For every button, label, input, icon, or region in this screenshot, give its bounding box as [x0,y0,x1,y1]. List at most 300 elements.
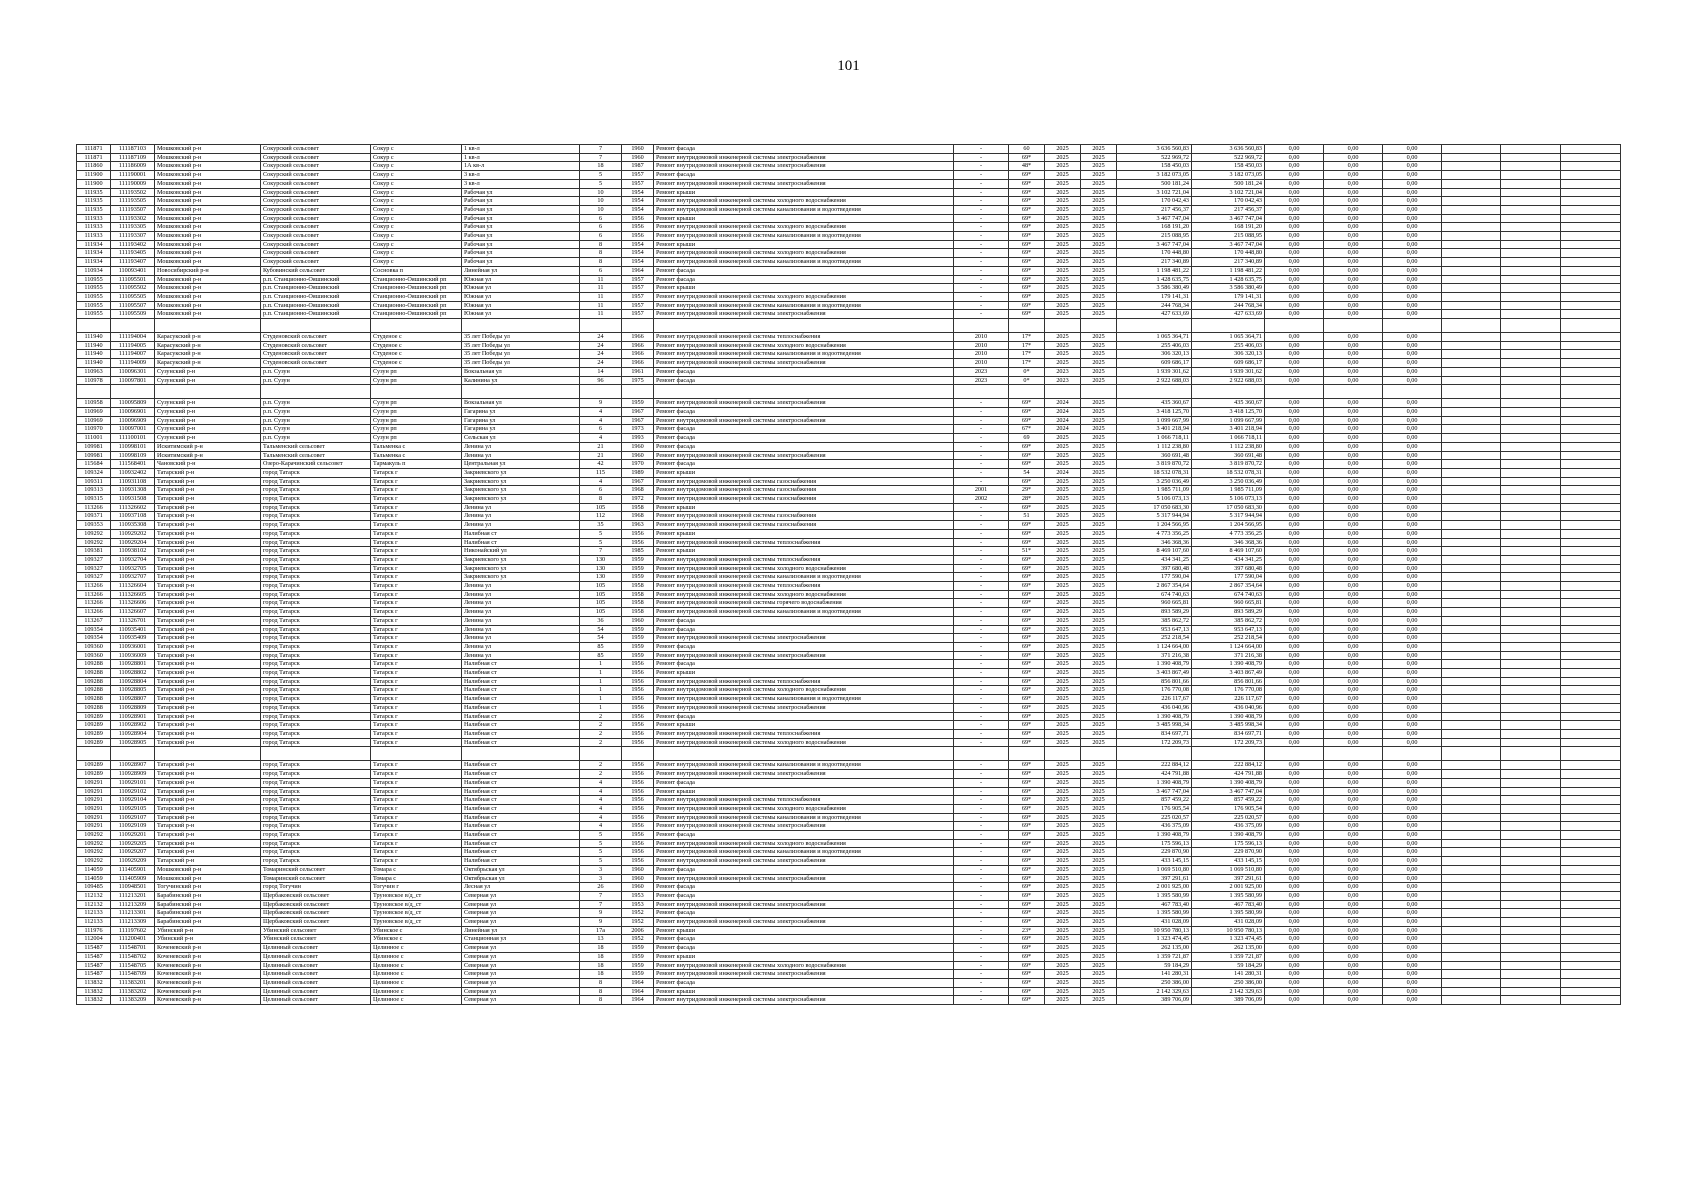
cell-district: Мошковский р-н [155,223,261,232]
cell-fund-cost: 255 406,03 [1192,341,1265,350]
cell-work-id: 111326606 [111,599,155,608]
cell-work-type: Ремонт внутридомовой инженерной системы электроснабжения [654,153,954,162]
cell-extra-2 [1501,188,1561,197]
cell-street: 1 кв-л [462,145,580,154]
cell-last-repair-year: - [954,301,1009,310]
cell-work-id: 111194007 [111,350,155,359]
cell-budget-regional: 0,00 [1324,359,1383,368]
cell-budget-local: 0,00 [1383,538,1442,547]
cell-budget-local: 0,00 [1383,787,1442,796]
cell-budget-regional: 0,00 [1324,512,1383,521]
cell-house-id: 111940 [77,359,111,368]
cell-budget-local: 0,00 [1383,599,1442,608]
cell-budget-regional: 0,00 [1324,761,1383,770]
cell-budget-local: 0,00 [1383,249,1442,258]
cell-build-year: 1956 [622,223,654,232]
cell-wear-percent: 17* [1009,350,1045,359]
cell-wear-percent: 69* [1009,883,1045,892]
cell-street: Ленина ул [462,451,580,460]
cell-plan-start-year: 2025 [1045,831,1081,840]
spacer-row [77,747,1621,761]
cell-last-repair-year: - [954,582,1009,591]
cell-settlement: Татарск г [371,495,462,504]
cell-work-type: Ремонт фасада [654,935,954,944]
cell-budget-local: 0,00 [1383,179,1442,188]
cell-district: Карасукский р-н [155,333,261,342]
cell-street: Налибная ст [462,813,580,822]
cell-house-number: 5 [580,857,622,866]
cell-last-repair-year: - [954,573,1009,582]
cell-extra-3 [1561,738,1621,747]
cell-wear-percent: 69* [1009,538,1045,547]
cell-budget-federal: 0,00 [1265,582,1324,591]
cell-extra-2 [1501,738,1561,747]
cell-total-cost: 609 686,17 [1117,359,1192,368]
cell-budget-federal: 0,00 [1265,416,1324,425]
cell-extra-1 [1442,874,1501,883]
cell-work-id: 111193502 [111,188,155,197]
cell-work-type: Ремонт крыши [654,787,954,796]
cell-street: Вокзальная ул [462,399,580,408]
cell-total-cost: 5 317 944,94 [1117,512,1192,521]
cell-district: Сузунский р-н [155,399,261,408]
cell-build-year: 1959 [622,970,654,979]
cell-street: Рабочая ул [462,258,580,267]
cell-budget-federal: 0,00 [1265,171,1324,180]
cell-municipality: Сокурский сельсовет [261,153,371,162]
cell-total-cost: 215 088,95 [1117,232,1192,241]
cell-extra-1 [1442,573,1501,582]
cell-work-id: 110929204 [111,538,155,547]
cell-budget-regional: 0,00 [1324,258,1383,267]
cell-street: Северная ул [462,952,580,961]
cell-house-number: 5 [580,848,622,857]
cell-plan-end-year: 2025 [1081,258,1117,267]
table-row [77,770,1621,779]
cell-extra-2 [1501,205,1561,214]
cell-extra-3 [1561,582,1621,591]
cell-budget-local: 0,00 [1383,359,1442,368]
cell-district: Сузунский р-н [155,367,261,376]
cell-extra-3 [1561,778,1621,787]
cell-settlement: Томара с [371,865,462,874]
cell-house-number: 105 [580,590,622,599]
cell-street: Налибная ст [462,703,580,712]
cell-plan-start-year: 2024 [1045,399,1081,408]
cell-street: Закриевского ул [462,468,580,477]
cell-extra-1 [1442,616,1501,625]
cell-municipality: р.п. Сузун [261,425,371,434]
cell-work-id: 111213209 [111,900,155,909]
cell-district: Искитимский р-н [155,451,261,460]
cell-last-repair-year: - [954,703,1009,712]
cell-settlement: Татарск г [371,738,462,747]
cell-street: 3 кв-л [462,179,580,188]
cell-budget-local: 0,00 [1383,822,1442,831]
cell-settlement: Сосновка п [371,266,462,275]
cell-budget-regional: 0,00 [1324,367,1383,376]
cell-extra-2 [1501,214,1561,223]
cell-last-repair-year: - [954,660,1009,669]
cell-settlement: Труновское в/д_ст [371,909,462,918]
cell-extra-2 [1501,582,1561,591]
cell-last-repair-year: - [954,978,1009,987]
cell-extra-1 [1442,425,1501,434]
cell-plan-start-year: 2025 [1045,796,1081,805]
cell-plan-end-year: 2025 [1081,477,1117,486]
cell-plan-start-year: 2025 [1045,616,1081,625]
cell-house-id: 110955 [77,292,111,301]
cell-extra-2 [1501,451,1561,460]
cell-total-cost: 158 450,03 [1117,162,1192,171]
cell-plan-start-year: 2025 [1045,153,1081,162]
cell-work-id: 110093401 [111,266,155,275]
cell-budget-federal: 0,00 [1265,625,1324,634]
cell-wear-percent: 17* [1009,341,1045,350]
cell-house-id: 109313 [77,486,111,495]
cell-house-number: 36 [580,616,622,625]
cell-budget-regional: 0,00 [1324,891,1383,900]
cell-work-type: Ремонт внутридомовой инженерной системы канализования и водоотведения [654,258,954,267]
cell-work-id: 111193505 [111,197,155,206]
cell-fund-cost: 179 141,31 [1192,292,1265,301]
cell-house-number: 8 [580,495,622,504]
cell-plan-end-year: 2025 [1081,883,1117,892]
cell-fund-cost: 1 069 510,80 [1192,865,1265,874]
cell-extra-2 [1501,660,1561,669]
cell-extra-2 [1501,564,1561,573]
cell-budget-local: 0,00 [1383,909,1442,918]
cell-last-repair-year: - [954,712,1009,721]
cell-municipality: город Татарск [261,625,371,634]
cell-budget-regional: 0,00 [1324,275,1383,284]
cell-wear-percent: 69* [1009,284,1045,293]
table-row [77,521,1621,530]
cell-street: Центральная ул [462,460,580,469]
cell-build-year: 1959 [622,625,654,634]
repair-registry-table [76,144,1621,1005]
cell-settlement: Сокур с [371,145,462,154]
cell-work-id: 110938102 [111,547,155,556]
cell-extra-3 [1561,292,1621,301]
cell-work-id [111,319,155,333]
cell-settlement: Татарск г [371,813,462,822]
cell-last-repair-year: - [954,935,1009,944]
cell-work-type: Ремонт внутридомовой инженерной системы канализования и водоотведения [654,350,954,359]
cell-district: Татарский р-н [155,564,261,573]
cell-house-number: 10 [580,188,622,197]
cell-district: Коченевский р-н [155,952,261,961]
cell-wear-percent: 69* [1009,770,1045,779]
cell-build-year: 1956 [622,214,654,223]
cell-budget-local: 0,00 [1383,831,1442,840]
cell-extra-3 [1561,547,1621,556]
cell-work-id: 111190009 [111,179,155,188]
cell-total-cost: 397 291,61 [1117,874,1192,883]
cell-last-repair-year: - [954,874,1009,883]
cell-fund-cost: 371 216,38 [1192,651,1265,660]
cell-fund-cost: 1 124 664,00 [1192,642,1265,651]
cell-fund-cost [1192,319,1265,333]
cell-house-number: 8 [580,240,622,249]
cell-plan-start-year: 2025 [1045,909,1081,918]
cell-municipality: город Татарск [261,730,371,739]
cell-fund-cost: 434 341,25 [1192,555,1265,564]
cell-extra-3 [1561,616,1621,625]
cell-budget-regional: 0,00 [1324,738,1383,747]
cell-extra-2 [1501,669,1561,678]
cell-settlement: Целинное с [371,952,462,961]
cell-municipality: город Татарск [261,813,371,822]
cell-work-type: Ремонт внутридомовой инженерной системы электроснабжения [654,359,954,368]
cell-wear-percent: 69* [1009,590,1045,599]
cell-plan-start-year: 2025 [1045,266,1081,275]
cell-extra-1 [1442,778,1501,787]
cell-work-type: Ремонт фасада [654,275,954,284]
cell-extra-1 [1442,642,1501,651]
cell-plan-start-year: 2025 [1045,952,1081,961]
cell-total-cost: 8 469 107,60 [1117,547,1192,556]
cell-work-type: Ремонт внутридомовой инженерной системы газоснабжения [654,521,954,530]
cell-district: Татарский р-н [155,822,261,831]
cell-municipality: р.п. Сузун [261,434,371,443]
cell-settlement: Сузун рп [371,376,462,385]
cell-plan-start-year: 2025 [1045,787,1081,796]
cell-plan-start-year: 2025 [1045,301,1081,310]
cell-municipality: город Татарск [261,787,371,796]
cell-extra-1 [1442,249,1501,258]
cell-total-cost: 522 969,72 [1117,153,1192,162]
cell-build-year: 1956 [622,669,654,678]
cell-municipality: Целинный сельсовет [261,978,371,987]
cell-house-id: 112133 [77,909,111,918]
cell-municipality: город Татарск [261,529,371,538]
cell-budget-local [1383,385,1442,399]
table-row [77,778,1621,787]
cell-house-id: 110955 [77,301,111,310]
cell-build-year: 1959 [622,642,654,651]
cell-budget-regional: 0,00 [1324,660,1383,669]
cell-budget-federal: 0,00 [1265,547,1324,556]
cell-build-year: 1959 [622,651,654,660]
cell-build-year: 1967 [622,416,654,425]
cell-budget-federal: 0,00 [1265,223,1324,232]
cell-municipality: Сокурский сельсовет [261,249,371,258]
cell-total-cost: 177 590,04 [1117,573,1192,582]
cell-plan-end-year: 2025 [1081,468,1117,477]
cell-last-repair-year: - [954,891,1009,900]
cell-municipality: Тальменский сельсовет [261,442,371,451]
cell-extra-2 [1501,978,1561,987]
cell-work-id: 111194005 [111,341,155,350]
cell-street: Гагарина ул [462,416,580,425]
cell-street: Рабочая ул [462,223,580,232]
cell-extra-3 [1561,721,1621,730]
cell-work-type: Ремонт крыши [654,284,954,293]
cell-municipality: город Татарск [261,608,371,617]
cell-total-cost: 2 142 329,63 [1117,987,1192,996]
cell-fund-cost: 857 459,22 [1192,796,1265,805]
cell-total-cost: 5 106 073,13 [1117,495,1192,504]
cell-settlement: Сокур с [371,153,462,162]
cell-work-type: Ремонт внутридомовой инженерной системы теплоснабжения [654,677,954,686]
cell-total-cost: 3 485 998,34 [1117,721,1192,730]
cell-fund-cost: 1 112 238,80 [1192,442,1265,451]
cell-work-id: 110928801 [111,660,155,669]
cell-budget-local: 0,00 [1383,153,1442,162]
cell-plan-end-year: 2025 [1081,249,1117,258]
cell-settlement: Татарск г [371,831,462,840]
cell-house-number: 2 [580,730,622,739]
cell-budget-local: 0,00 [1383,778,1442,787]
cell-extra-1 [1442,477,1501,486]
cell-extra-2 [1501,634,1561,643]
table-row [77,987,1621,996]
cell-house-number: 4 [580,434,622,443]
cell-work-type: Ремонт внутридомовой инженерной системы электроснабжения [654,857,954,866]
cell-house-number: 105 [580,582,622,591]
table-row [77,970,1621,979]
cell-build-year: 1956 [622,730,654,739]
cell-plan-start-year: 2025 [1045,442,1081,451]
cell-plan-end-year: 2025 [1081,978,1117,987]
cell-district: Коченевский р-н [155,961,261,970]
cell-budget-local: 0,00 [1383,857,1442,866]
table-row [77,555,1621,564]
cell-build-year: 1958 [622,590,654,599]
cell-fund-cost: 3 401 218,94 [1192,425,1265,434]
cell-settlement: Татарск г [371,712,462,721]
cell-extra-2 [1501,848,1561,857]
cell-plan-start-year: 2025 [1045,891,1081,900]
table-row [77,171,1621,180]
cell-budget-local: 0,00 [1383,503,1442,512]
cell-house-number: 112 [580,512,622,521]
cell-extra-2 [1501,857,1561,866]
cell-work-id: 110928904 [111,730,155,739]
cell-plan-start-year: 2023 [1045,376,1081,385]
cell-last-repair-year: - [954,651,1009,660]
cell-municipality: Щербаковский сельсовет [261,918,371,927]
cell-total-cost: 1 939 301,62 [1117,367,1192,376]
cell-budget-regional: 0,00 [1324,153,1383,162]
cell-budget-regional: 0,00 [1324,651,1383,660]
cell-wear-percent: 0* [1009,367,1045,376]
cell-municipality: город Татарск [261,669,371,678]
cell-extra-3 [1561,677,1621,686]
cell-wear-percent: 69* [1009,865,1045,874]
cell-plan-end-year: 2025 [1081,451,1117,460]
cell-work-type: Ремонт внутридомовой инженерной системы канализования и водоотведения [654,573,954,582]
cell-work-type: Ремонт внутридомовой инженерной системы холодного водоснабжения [654,292,954,301]
cell-plan-start-year: 2025 [1045,249,1081,258]
cell-municipality: Целинный сельсовет [261,970,371,979]
cell-budget-regional: 0,00 [1324,284,1383,293]
cell-extra-2 [1501,416,1561,425]
cell-fund-cost: 467 783,40 [1192,900,1265,909]
cell-fund-cost: 436 040,96 [1192,703,1265,712]
cell-street [462,385,580,399]
cell-total-cost: 3 403 867,49 [1117,669,1192,678]
cell-wear-percent: 69* [1009,214,1045,223]
cell-work-type: Ремонт внутридомовой инженерной системы канализования и водоотведения [654,695,954,704]
cell-plan-end-year: 2025 [1081,738,1117,747]
cell-plan-start-year: 2025 [1045,197,1081,206]
cell-house-number: 6 [580,486,622,495]
cell-plan-start-year: 2025 [1045,359,1081,368]
cell-work-id: 110929205 [111,839,155,848]
cell-extra-3 [1561,865,1621,874]
cell-budget-federal: 0,00 [1265,970,1324,979]
cell-extra-3 [1561,145,1621,154]
cell-build-year: 1954 [622,249,654,258]
cell-house-id: 109289 [77,712,111,721]
cell-extra-2 [1501,721,1561,730]
cell-wear-percent: 69* [1009,996,1045,1005]
cell-municipality: город Татарск [261,703,371,712]
cell-municipality: город Татарск [261,660,371,669]
cell-house-id: 110978 [77,376,111,385]
cell-plan-end-year: 2025 [1081,712,1117,721]
cell-budget-local: 0,00 [1383,730,1442,739]
cell-total-cost: 1 428 635,75 [1117,275,1192,284]
cell-settlement: Студеное с [371,359,462,368]
table-row [77,341,1621,350]
cell-fund-cost: 893 589,29 [1192,608,1265,617]
cell-house-number: 1 [580,660,622,669]
cell-extra-1 [1442,416,1501,425]
cell-plan-end-year: 2025 [1081,232,1117,241]
cell-wear-percent: 69* [1009,857,1045,866]
cell-plan-end-year: 2025 [1081,310,1117,319]
cell-plan-end-year: 2025 [1081,301,1117,310]
cell-extra-1 [1442,310,1501,319]
cell-district: Татарский р-н [155,669,261,678]
cell-district: Искитимский р-н [155,442,261,451]
table-row [77,677,1621,686]
table-row [77,573,1621,582]
cell-budget-local: 0,00 [1383,376,1442,385]
cell-last-repair-year: - [954,987,1009,996]
cell-street: Налибная ст [462,677,580,686]
cell-total-cost: 10 950 780,13 [1117,926,1192,935]
cell-wear-percent: 69* [1009,249,1045,258]
cell-house-id: 111860 [77,162,111,171]
cell-settlement: Татарск г [371,582,462,591]
cell-total-cost: 360 691,48 [1117,451,1192,460]
cell-municipality: город Татарск [261,804,371,813]
cell-extra-3 [1561,564,1621,573]
cell-work-type: Ремонт фасада [654,616,954,625]
cell-street: Налибная ст [462,730,580,739]
cell-settlement: Татарск г [371,761,462,770]
cell-extra-3 [1561,266,1621,275]
cell-house-id: 109291 [77,796,111,805]
cell-plan-end-year: 2025 [1081,460,1117,469]
cell-last-repair-year [954,319,1009,333]
cell-build-year: 1956 [622,738,654,747]
cell-work-id: 111095501 [111,275,155,284]
cell-work-type: Ремонт внутридомовой инженерной системы электроснабжения [654,900,954,909]
cell-extra-1 [1442,909,1501,918]
cell-budget-local: 0,00 [1383,651,1442,660]
cell-extra-1 [1442,865,1501,874]
cell-extra-3 [1561,813,1621,822]
cell-last-repair-year: - [954,730,1009,739]
cell-budget-regional: 0,00 [1324,935,1383,944]
cell-total-cost: 953 647,13 [1117,625,1192,634]
cell-street: Северная ул [462,900,580,909]
